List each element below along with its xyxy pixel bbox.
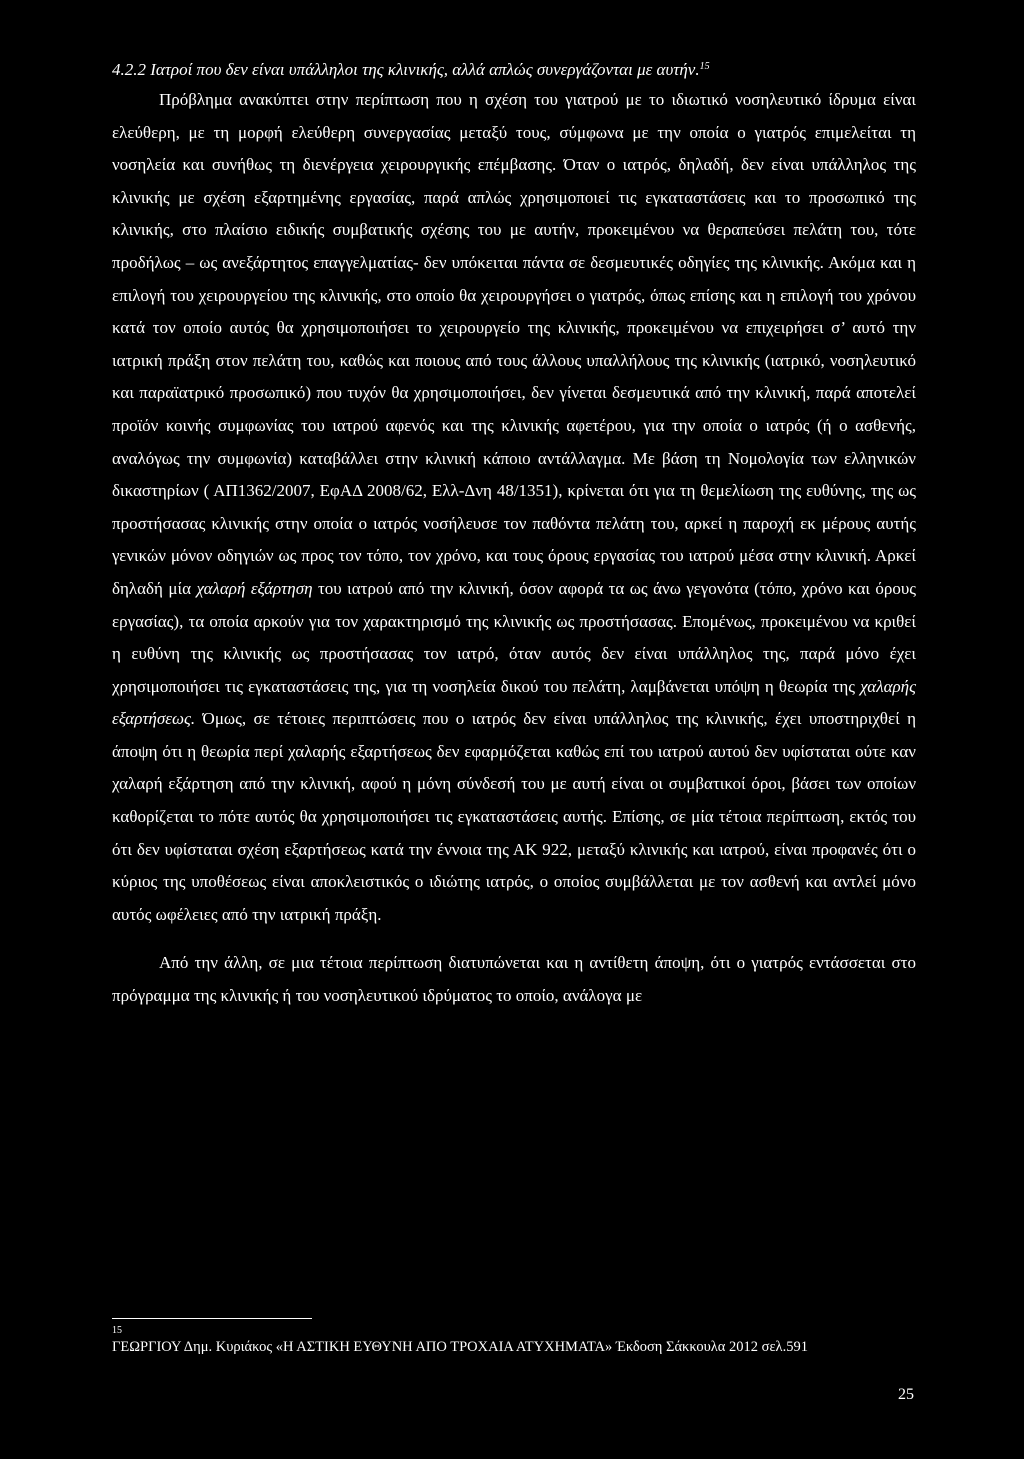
- footnote-reference: 15: [699, 61, 710, 72]
- section-heading-text: 4.2.2 Ιατροί που δεν είναι υπάλληλοι της κλινικής, αλλά απλώς συνεργάζονται με αυτήν.: [112, 60, 700, 79]
- section-heading: [112, 58, 916, 82]
- paragraph-2: Από την άλλη, σε μια τέτοια περίπτωση διατυπώνεται και η αντίθετη άποψη, ότι ο γιατρός εντάσσεται στο πρόγραμμα της κλινικής ή του νοσηλευτικού ιδρύματος το οποίο, ανάλογα με: [112, 953, 916, 1006]
- footnote-text: ΓΕΩΡΓΙΟΥ Δημ. Κυριάκος «Η ΑΣΤΙΚΗ ΕΥΘΥΝΗ ΑΠΟ ΤΡΟΧΑΙΑ ΑΤΥΧΗΜΑΤΑ» Έκδοση Σάκκουλα 2012 σελ.591: [112, 1339, 808, 1355]
- paragraph-1-part-1: Πρόβλημα ανακύπτει στην περίπτωση που η σχέση του γιατρού με το ιδιωτικό νοσηλευτικό ίδρυμα είναι ελεύθερη, με τη μορφή ελεύθερη συνεργασίας μεταξύ τους, σύμφωνα με την οποία ο γιατρός επιμελείται τη νοσηλεία και συνήθως τη διενέργεια χειρουργικής επέμβασης. Όταν ο ιατρός, δηλαδή, δεν είναι υπάλληλος της κλινικής με σχέση εξαρτημένης εργασίας, παρά απλώς χρησιμοποιεί τις εγκαταστάσεις και το προσωπικό της κλινικής, στο πλαίσιο ειδικής συμβατικής σχέσης του με αυτήν, προκειμένου να θεραπεύσει πελάτη του, τότε προδήλως – ως ανεξάρτητος επαγγελματίας- δεν υπόκειται πάντα σε δεσμευτικές οδηγίες της κλινικής. Ακόμα και η επιλογή του χειρουργείου της κλινικής, στο οποίο θα χειρουργήσει ο γιατρός, όπως επίσης και η επιλογή του χρόνου κατά τον οποίο αυτός θα χρησιμοποιήσει το χειρουργείο της κλινικής, προκειμένου να επιχειρήσει σ’ αυτό την ιατρική πράξη στον πελάτη του, καθώς και ποιους από τους άλλους υπαλλήλους της κλινικής (ιατρικό, νοσηλευτικό και παραϊατρικό προσωπικό) που τυχόν θα χρησιμοποιήσει, δεν γίνεται δεσμευτικά από την κλινική, παρά αποτελεί προϊόν κοινής συμφωνίας του ιατρού αφενός και της κλινικής αφετέρου, για την οποία ο ιατρός (ή ο ασθενής, αναλόγως την συμφωνία) καταβάλλει στην κλινική κάποιο αντάλλαγμα. Με βάση τη Νομολογία των ελληνικών δικαστηρίων ( ΑΠ1362/2007, ΕφΑΔ 2008/62, Ελλ-Δνη 48/1351), κρίνεται ότι για τη θεμελίωση της ευθύνης, της ως προστήσασας κλινικής στην οποία ο ιατρός νοσήλευσε τον παθόντα πελάτη του, αρκεί η παροχή εκ μέρους αυτής γενικών μόνον οδηγιών ως προς τον τόπο, τον χρόνο, και τους όρους εργασίας του ιατρού μέσα στην κλινική. Αρκεί δηλαδή μία: [112, 90, 916, 598]
- paragraph-1-part-3: Όμως, σε τέτοιες περιπτώσεις που ο ιατρός δεν είναι υπάλληλος της κλινικής, έχει υποστηριχθεί η άποψη ότι η θεωρία περί χαλαρής εξαρτήσεως δεν εφαρμόζεται καθώς επί του ιατρού αυτού δεν υφίσταται ούτε καν χαλαρή εξάρτηση από την κλινική, αφού η μόνη σύνδεσή του με αυτή είναι οι συμβατικοί όροι, βάσει των οποίων καθορίζεται το πότε αυτός θα χρησιμοποιήσει τις εγκαταστάσεις αυτής. Επίσης, σε μία τέτοια περίπτωση, εκτός του ότι δεν υφίσταται σχέση εξαρτήσεως κατά την έννοια της ΑΚ 922, μεταξύ κλινικής και ιατρού, είναι προφανές ότι ο κύριος της υποθέσεως είναι αποκλειστικός ο ιδιώτης ιατρός, ο οποίος συμβάλλεται με τον ασθενή και αντλεί μόνο αυτός ωφέλειες από την ιατρική πράξη.: [112, 709, 916, 924]
- page-number: 25: [898, 1386, 914, 1403]
- italic-term-loose-dependence: χαλαρή εξάρτηση: [196, 578, 313, 598]
- italic-term-loose-dependence-theory: χαλαρής εξαρτήσεως.: [112, 676, 916, 729]
- footnote-number: 15: [112, 1325, 122, 1336]
- footnote-separator: [112, 1318, 312, 1319]
- paragraph-1-part-2: του ιατρού από την κλινική, όσον αφορά τα ως άνω γεγονότα (τόπο, χρόνο και όρους εργασίας), τα οποία αρκούν για τον χαρακτηρισμό της κλινικής ως προστήσασας. Επομένως, προκειμένου να κριθεί η ευθύνη της κλινικής ως προστήσασας τον ιατρό, όταν αυτός δεν είναι υπάλληλος της, παρά μόνο έχει χρησιμοποιήσει τις εγκαταστάσεις της, για τη νοσηλεία δικού του πελάτη, λαμβάνεται υπόψη η θεωρία της: [112, 578, 917, 696]
- footnote: [112, 1326, 916, 1358]
- paragraph-1: [112, 84, 916, 931]
- document-page: [112, 58, 916, 1013]
